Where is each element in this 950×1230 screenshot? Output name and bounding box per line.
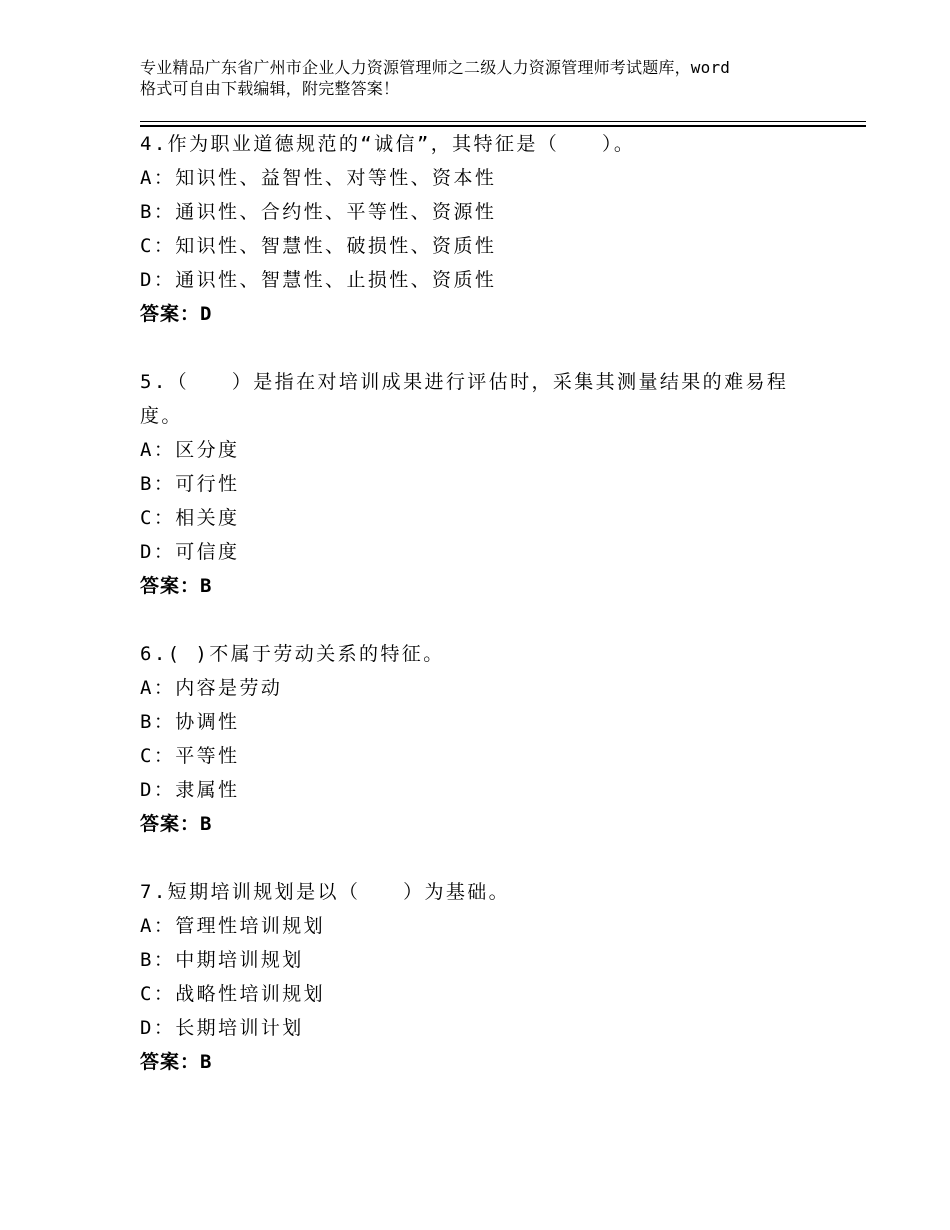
question-6 — [140, 637, 866, 841]
question-stem: 6.( )不属于劳动关系的特征。 — [140, 643, 445, 665]
question-stem: 4.作为职业道德规范的“诚信”，其特征是（ ）。 — [140, 133, 636, 155]
option-a: A：内容是劳动 — [140, 677, 283, 699]
option-b: B：协调性 — [140, 711, 240, 733]
option-a: A：知识性、益智性、对等性、资本性 — [140, 167, 497, 189]
answer-label: 答案：B — [140, 575, 213, 597]
document-header — [140, 57, 840, 99]
option-c: C：知识性、智慧性、破损性、资质性 — [140, 235, 497, 257]
option-b: B：中期培训规划 — [140, 949, 304, 971]
option-d: D：长期培训计划 — [140, 1017, 304, 1039]
answer-label: 答案：B — [140, 813, 213, 835]
question-list — [140, 127, 866, 1113]
option-c: C：相关度 — [140, 507, 240, 529]
option-d: D：隶属性 — [140, 779, 240, 801]
question-5 — [140, 365, 866, 603]
option-c: C：战略性培训规划 — [140, 983, 326, 1005]
question-4 — [140, 127, 866, 331]
option-a: A：区分度 — [140, 439, 240, 461]
header-divider-thin — [140, 121, 866, 122]
question-7 — [140, 875, 866, 1079]
question-stem-line-1: 5.（ ）是指在对培训成果进行评估时，采集其测量结果的难易程 — [140, 371, 789, 393]
option-b: B：可行性 — [140, 473, 240, 495]
header-line-1: 专业精品广东省广州市企业人力资源管理师之二级人力资源管理师考试题库，word — [140, 58, 731, 77]
option-b: B：通识性、合约性、平等性、资源性 — [140, 201, 497, 223]
answer-label: 答案：D — [140, 303, 213, 325]
answer-label: 答案：B — [140, 1051, 213, 1073]
option-c: C：平等性 — [140, 745, 240, 767]
question-stem-line-2: 度。 — [140, 405, 183, 427]
option-d: D：通识性、智慧性、止损性、资质性 — [140, 269, 497, 291]
option-a: A：管理性培训规划 — [140, 915, 326, 937]
header-line-2: 格式可自由下载编辑，附完整答案！ — [140, 79, 400, 98]
option-d: D：可信度 — [140, 541, 240, 563]
question-stem: 7.短期培训规划是以（ ）为基础。 — [140, 881, 511, 903]
